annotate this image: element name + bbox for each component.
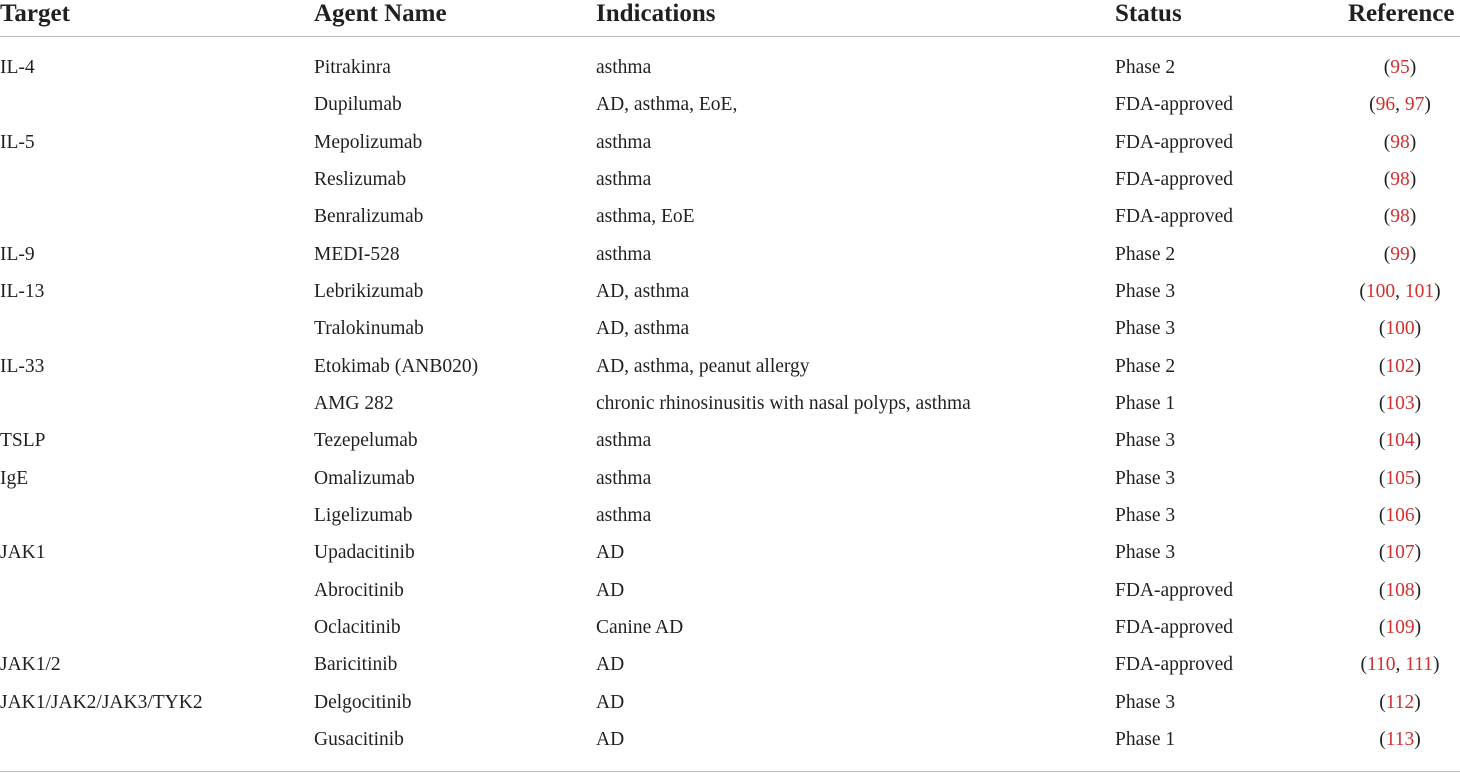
cell-indications: asthma (596, 131, 652, 153)
cell-indications: asthma (596, 504, 652, 526)
reference-link[interactable]: 99 (1390, 243, 1410, 265)
cell-status: Phase 3 (1115, 504, 1176, 526)
cell-reference: (105) (1378, 467, 1422, 489)
cell-agent-name: Pitrakinra (314, 57, 391, 78)
reference-link[interactable]: 95 (1390, 57, 1410, 78)
cell-indications: AD (596, 579, 625, 601)
cell-target: IL-4 (0, 57, 35, 78)
header-target: Target (0, 0, 70, 27)
reference-link[interactable]: 112 (1385, 691, 1415, 713)
cell-status: Phase 1 (1115, 392, 1176, 414)
cell-reference: (95) (1383, 57, 1417, 78)
header-indications: Indications (596, 0, 716, 27)
cell-agent-name: Reslizumab (314, 168, 407, 190)
cell-reference: (109) (1378, 616, 1422, 638)
cell-indications: AD, asthma (596, 280, 690, 302)
cell-reference: (100, 101) (1359, 280, 1441, 302)
cell-indications: asthma (596, 168, 652, 190)
table-header (0, 0, 1460, 37)
reference-link[interactable]: 110 (1366, 654, 1396, 676)
cell-reference: (106) (1378, 504, 1422, 526)
reference-link[interactable]: 97 (1404, 94, 1425, 116)
cell-status: Phase 3 (1115, 691, 1176, 713)
cell-status: Phase 2 (1115, 355, 1176, 377)
reference-link[interactable]: 98 (1390, 206, 1410, 228)
cell-reference: (104) (1378, 430, 1422, 452)
reference-link[interactable]: 113 (1385, 728, 1415, 750)
cell-agent-name: MEDI-528 (314, 243, 400, 265)
table-row (0, 161, 1460, 198)
table-row (0, 348, 1460, 385)
cell-target: TSLP (0, 430, 46, 452)
reference-link[interactable]: 111 (1405, 654, 1434, 676)
cell-indications: asthma (596, 57, 652, 78)
cell-status: Phase 3 (1115, 280, 1176, 302)
cell-reference: (98) (1383, 206, 1417, 228)
cell-status: FDA-approved (1115, 206, 1234, 228)
cell-agent-name: Tralokinumab (314, 318, 424, 340)
cell-indications: AD (596, 728, 625, 750)
reference-link[interactable]: 109 (1385, 616, 1415, 638)
cell-agent-name: Ligelizumab (314, 504, 413, 526)
cell-reference: (107) (1378, 542, 1422, 564)
cell-agent-name: Omalizumab (314, 467, 415, 489)
cell-agent-name: Dupilumab (314, 94, 402, 116)
reference-link[interactable]: 100 (1365, 280, 1396, 302)
table-row (0, 49, 1460, 86)
reference-link[interactable]: 104 (1385, 430, 1415, 452)
table-row (0, 422, 1460, 459)
cell-target: IL-5 (0, 131, 35, 153)
cell-status: Phase 3 (1115, 542, 1176, 564)
cell-indications: AD, asthma, peanut allergy (596, 355, 810, 377)
cell-indications: chronic rhinosinusitis with nasal polyps, asthma (596, 392, 971, 414)
table-row (0, 497, 1460, 534)
cell-indications: AD, asthma, EoE, (596, 94, 738, 116)
cell-target: IL-9 (0, 243, 35, 265)
table-row (0, 572, 1460, 609)
reference-link[interactable]: 96 (1375, 94, 1396, 116)
reference-link[interactable]: 98 (1390, 131, 1410, 153)
cell-indications: AD (596, 542, 625, 564)
cell-reference: (108) (1378, 579, 1422, 601)
cell-agent-name: Lebrikizumab (314, 280, 424, 302)
table-row (0, 198, 1460, 235)
table-row (0, 684, 1460, 721)
cell-reference: (100) (1378, 318, 1422, 340)
reference-link[interactable]: 103 (1385, 392, 1415, 414)
table-row (0, 385, 1460, 422)
cell-target: IL-13 (0, 280, 45, 302)
cell-reference: (99) (1383, 243, 1417, 265)
cell-agent-name: Abrocitinib (314, 579, 404, 601)
table-row (0, 124, 1460, 161)
reference-link[interactable]: 102 (1385, 355, 1415, 377)
cell-status: Phase 3 (1115, 430, 1176, 452)
reference-link[interactable]: 106 (1385, 504, 1415, 526)
table-row (0, 534, 1460, 571)
cell-reference: (112) (1379, 691, 1421, 713)
cell-status: FDA-approved (1115, 579, 1234, 601)
cell-status: FDA-approved (1115, 94, 1234, 116)
cell-agent-name: Tezepelumab (314, 430, 418, 452)
header-reference: Reference (1348, 0, 1455, 27)
cell-agent-name: Etokimab (ANB020) (314, 355, 479, 377)
cell-agent-name: Upadacitinib (314, 542, 415, 564)
cell-agent-name: Mepolizumab (314, 131, 423, 153)
bottom-rule (0, 771, 1460, 772)
cell-agent-name: Baricitinib (314, 654, 398, 676)
cell-agent-name: Delgocitinib (314, 691, 412, 713)
cell-status: FDA-approved (1115, 131, 1234, 153)
cell-target: JAK1/2 (0, 654, 61, 676)
table-row (0, 460, 1460, 497)
cell-status: Phase 3 (1115, 318, 1176, 340)
cell-target: IgE (0, 467, 29, 489)
cell-status: Phase 3 (1115, 467, 1176, 489)
reference-link[interactable]: 101 (1404, 280, 1435, 302)
table-row (0, 646, 1460, 683)
cell-agent-name: AMG 282 (314, 392, 394, 414)
cell-indications: Canine AD (596, 616, 684, 638)
cell-target: IL-33 (0, 355, 45, 377)
cell-indications: AD (596, 691, 625, 713)
cell-reference: (98) (1383, 168, 1417, 190)
reference-link[interactable]: 108 (1385, 579, 1415, 601)
cell-status: Phase 1 (1115, 728, 1176, 750)
cell-reference: (102) (1378, 355, 1422, 377)
cell-status: Phase 2 (1115, 243, 1176, 265)
cell-reference: (96, 97) (1369, 94, 1431, 116)
cell-agent-name: Benralizumab (314, 206, 424, 228)
cell-indications: asthma, EoE (596, 206, 695, 228)
cell-agent-name: Oclacitinib (314, 616, 401, 638)
cell-status: FDA-approved (1115, 654, 1234, 676)
table-row (0, 310, 1460, 347)
cell-reference: (98) (1383, 131, 1417, 153)
table-row (0, 273, 1460, 310)
cell-reference: (110, 111) (1360, 654, 1440, 676)
table-row (0, 609, 1460, 646)
reference-link[interactable]: 105 (1385, 467, 1415, 489)
cell-target: JAK1 (0, 542, 46, 564)
cell-indications: asthma (596, 467, 652, 489)
header-agent-name: Agent Name (314, 0, 447, 27)
cell-reference: (103) (1378, 392, 1422, 414)
cell-status: Phase 2 (1115, 57, 1176, 78)
cell-target: JAK1/JAK2/JAK3/TYK2 (0, 691, 203, 713)
table-row (0, 86, 1460, 123)
reference-link[interactable]: 100 (1385, 318, 1415, 340)
cell-indications: asthma (596, 243, 652, 265)
cell-indications: AD (596, 654, 625, 676)
cell-indications: asthma (596, 430, 652, 452)
reference-link[interactable]: 98 (1390, 168, 1410, 190)
cell-indications: AD, asthma (596, 318, 690, 340)
table-row (0, 721, 1460, 758)
table-row (0, 236, 1460, 273)
header-status: Status (1115, 0, 1182, 27)
cell-agent-name: Gusacitinib (314, 728, 404, 750)
cell-reference: (113) (1379, 728, 1421, 750)
table-body (0, 49, 1460, 758)
reference-link[interactable]: 107 (1385, 542, 1415, 564)
cell-status: FDA-approved (1115, 616, 1234, 638)
cell-status: FDA-approved (1115, 168, 1234, 190)
